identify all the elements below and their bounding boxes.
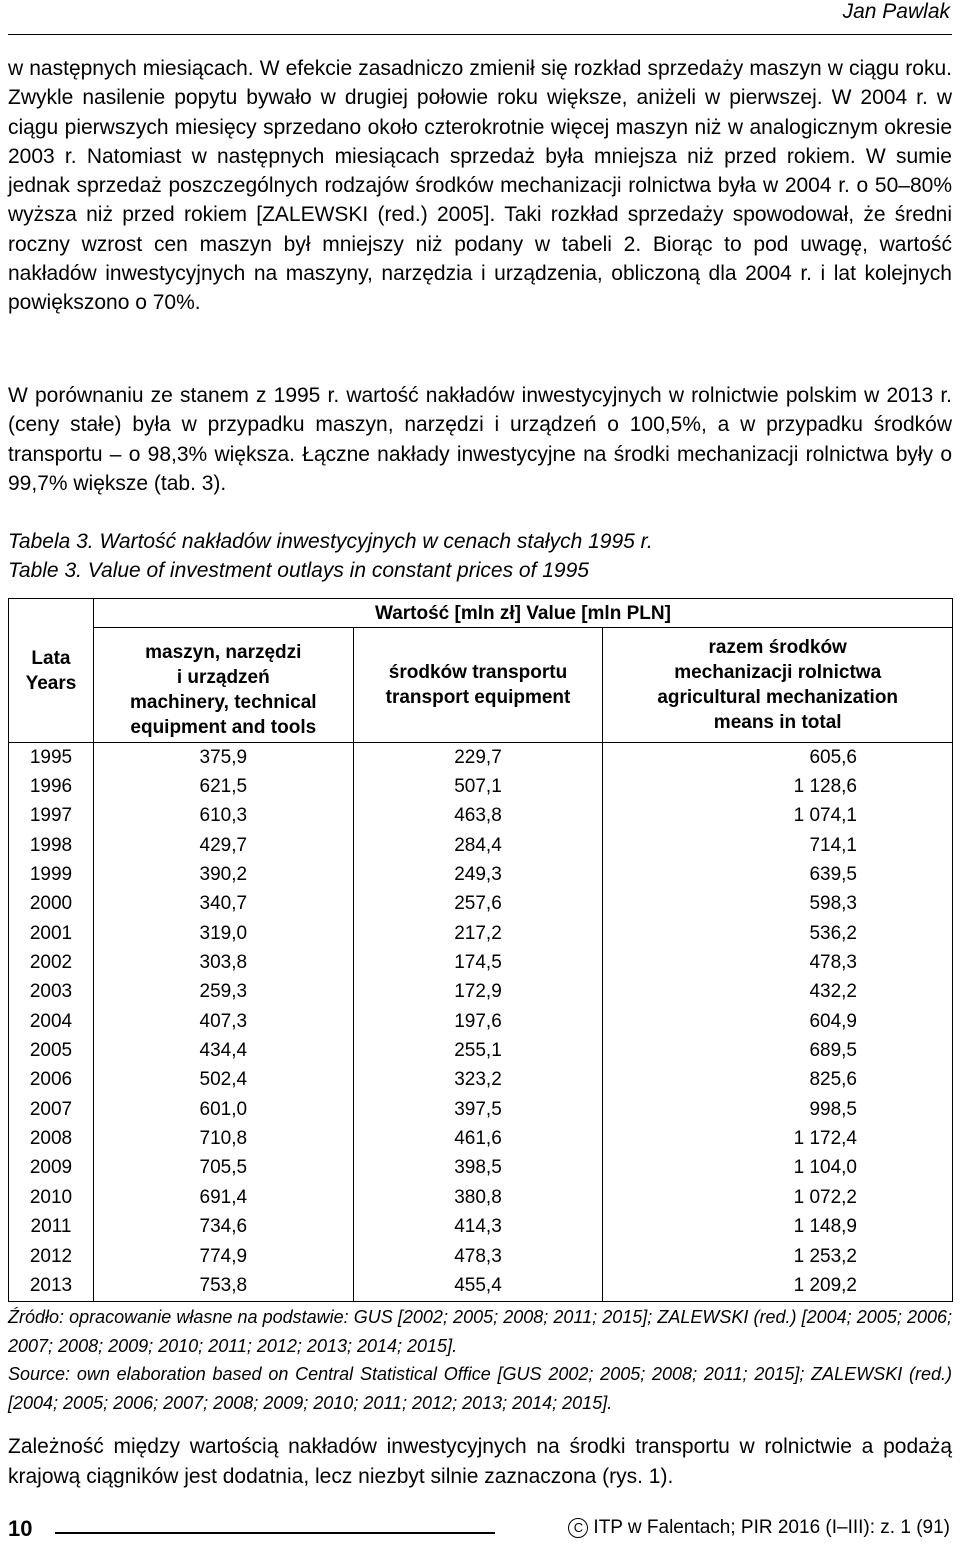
cell-total: 1 172,4 <box>603 1124 953 1153</box>
investment-table <box>8 598 953 1302</box>
header-total: razem środków mechanizacji rolnictwa agricultural mechanization means in total <box>603 628 953 743</box>
cell-transport: 461,6 <box>353 1124 603 1153</box>
cell-year: 2005 <box>9 1036 94 1065</box>
cell-total: 604,9 <box>603 1007 953 1036</box>
table-row <box>9 1183 953 1212</box>
table-row <box>9 772 953 801</box>
cell-machinery: 610,3 <box>93 802 353 831</box>
cell-machinery: 502,4 <box>93 1066 353 1095</box>
cell-total: 1 128,6 <box>603 772 953 801</box>
cell-machinery: 710,8 <box>93 1124 353 1153</box>
cell-machinery: 319,0 <box>93 919 353 948</box>
table-row <box>9 948 953 977</box>
cell-year: 2011 <box>9 1213 94 1242</box>
table-row <box>9 802 953 831</box>
paragraph-3: Zależność między wartością nakładów inwestycyjnych na środki transportu w rolnictwie a podażą krajową ciągników jest dodatnia, lecz niezbyt silnie zaznaczona (rys. 1). <box>8 1435 952 1488</box>
header-rule <box>8 34 952 35</box>
cell-year: 2013 <box>9 1271 94 1301</box>
cell-transport: 174,5 <box>353 948 603 977</box>
running-header-author: Jan Pawlak <box>842 0 950 23</box>
table-row <box>9 1095 953 1124</box>
cell-year: 2009 <box>9 1154 94 1183</box>
cell-transport: 397,5 <box>353 1095 603 1124</box>
cell-year: 1999 <box>9 860 94 889</box>
cell-transport: 507,1 <box>353 772 603 801</box>
cell-transport: 172,9 <box>353 978 603 1007</box>
table-row <box>9 1271 953 1301</box>
cell-transport: 217,2 <box>353 919 603 948</box>
cell-machinery: 434,4 <box>93 1036 353 1065</box>
cell-total: 598,3 <box>603 890 953 919</box>
copyright-icon: C <box>568 1518 588 1538</box>
cell-machinery: 303,8 <box>93 948 353 977</box>
cell-machinery: 734,6 <box>93 1213 353 1242</box>
cell-transport: 284,4 <box>353 831 603 860</box>
cell-total: 1 104,0 <box>603 1154 953 1183</box>
cell-transport: 255,1 <box>353 1036 603 1065</box>
header-transport: środków transportu transport equipment <box>353 628 603 743</box>
cell-machinery: 705,5 <box>93 1154 353 1183</box>
journal-citation: ITP w Falentach; PIR 2016 (I–III): z. 1 (91) <box>593 1517 950 1538</box>
header-machinery: maszyn, narzędzi i urządzeń machinery, technical equipment and tools <box>93 628 353 743</box>
cell-year: 2010 <box>9 1183 94 1212</box>
table-row <box>9 1242 953 1271</box>
cell-year: 2001 <box>9 919 94 948</box>
cell-transport: 478,3 <box>353 1242 603 1271</box>
cell-machinery: 691,4 <box>93 1183 353 1212</box>
cell-transport: 380,8 <box>353 1183 603 1212</box>
cell-total: 1 148,9 <box>603 1213 953 1242</box>
cell-machinery: 259,3 <box>93 978 353 1007</box>
cell-total: 478,3 <box>603 948 953 977</box>
cell-machinery: 340,7 <box>93 890 353 919</box>
cell-total: 1 253,2 <box>603 1242 953 1271</box>
cell-year: 2008 <box>9 1124 94 1153</box>
cell-total: 536,2 <box>603 919 953 948</box>
table-caption-pl: Tabela 3. Wartość nakładów inwestycyjnych w cenach stałych 1995 r. <box>8 530 653 553</box>
table-row <box>9 1066 953 1095</box>
cell-transport: 229,7 <box>353 743 603 773</box>
table-row <box>9 978 953 1007</box>
cell-transport: 323,2 <box>353 1066 603 1095</box>
table-caption-en: Table 3. Value of investment outlays in constant prices of 1995 <box>8 559 589 582</box>
header-group-value: Wartość [mln zł] Value [mln PLN] <box>93 599 952 628</box>
cell-total: 1 072,2 <box>603 1183 953 1212</box>
cell-transport: 455,4 <box>353 1271 603 1301</box>
table-row <box>9 743 953 773</box>
cell-transport: 249,3 <box>353 860 603 889</box>
cell-year: 2000 <box>9 890 94 919</box>
page-number: 10 <box>8 1516 33 1541</box>
cell-transport: 463,8 <box>353 802 603 831</box>
cell-total: 714,1 <box>603 831 953 860</box>
source-note-pl: Źródło: opracowanie własne na podstawie: GUS [2002; 2005; 2008; 2011; 2015]; ZALEWSKI (red.) [2004; 2005; 2006; 2007; 2008; 2009; 2010; 2011; 2012; 2013; 2014; 2015]. <box>8 1307 952 1356</box>
cell-year: 1996 <box>9 772 94 801</box>
table-row <box>9 919 953 948</box>
cell-total: 1 209,2 <box>603 1271 953 1301</box>
cell-year: 2003 <box>9 978 94 1007</box>
table-row <box>9 860 953 889</box>
footer-journal <box>568 1517 950 1539</box>
cell-machinery: 375,9 <box>93 743 353 773</box>
table-row <box>9 1124 953 1153</box>
cell-transport: 398,5 <box>353 1154 603 1183</box>
source-note-en: Source: own elaboration based on Central Statistical Office [GUS 2002; 2005; 2008; 2011; 2015]; ZALEWSKI (red.) [2004; 2005; 2006; 2007; 2008; 2009; 2010; 2011; 2012; 2013; 2014; 2015]. <box>8 1364 952 1413</box>
cell-year: 1998 <box>9 831 94 860</box>
cell-machinery: 390,2 <box>93 860 353 889</box>
paragraph-2: W porównaniu ze stanem z 1995 r. wartość nakładów inwestycyjnych w rolnictwie polskim w 2013 r. (ceny stałe) była w przypadku maszyn, narzędzi i urządzeń o 100,5%, a w przypadku środków transportu – o 98,3% większa. Łączne nakłady inwestycyjne na środki mechanizacji rolnictwa były o 99,7% większe (tab. 3). <box>8 384 952 495</box>
cell-year: 2002 <box>9 948 94 977</box>
table-row <box>9 1213 953 1242</box>
cell-machinery: 753,8 <box>93 1271 353 1301</box>
cell-total: 1 074,1 <box>603 802 953 831</box>
cell-total: 998,5 <box>603 1095 953 1124</box>
footer-rule <box>55 1532 495 1534</box>
cell-transport: 414,3 <box>353 1213 603 1242</box>
cell-machinery: 407,3 <box>93 1007 353 1036</box>
table-row <box>9 831 953 860</box>
cell-total: 825,6 <box>603 1066 953 1095</box>
paragraph-1: w następnych miesiącach. W efekcie zasadniczo zmienił się rozkład sprzedaży maszyn w ciągu roku. Zwykle nasilenie popytu bywało w drugiej połowie roku większe, aniżeli w pierwszej. W 2004 r. w ciągu pierwszych miesięcy sprzedano około czterokrotnie więcej maszyn niż w analogicznym okresie 2003 r. Natomiast w następnych miesiącach sprzedaż była mniejsza niż przed rokiem. W sumie jednak sprzedaż poszczególnych rodzajów środków mechanizacji rolnictwa była w 2004 r. o 50–80% wyższa niż przed rokiem [ZALEWSKI (red.) 2005]. Taki rozkład sprzedaży spowodował, że średni roczny wzrost cen maszyn był mniejszy niż podany w tabeli 2. Biorąc to pod uwagę, wartość nakładów inwestycyjnych na maszyny, narzędzia i urządzenia, obliczoną dla 2004 r. i lat kolejnych powiększono o 70%. <box>8 57 952 315</box>
cell-year: 1995 <box>9 743 94 773</box>
cell-machinery: 429,7 <box>93 831 353 860</box>
cell-year: 2007 <box>9 1095 94 1124</box>
cell-total: 432,2 <box>603 978 953 1007</box>
cell-year: 2006 <box>9 1066 94 1095</box>
cell-total: 639,5 <box>603 860 953 889</box>
cell-transport: 197,6 <box>353 1007 603 1036</box>
table-row <box>9 890 953 919</box>
cell-total: 605,6 <box>603 743 953 773</box>
cell-year: 2004 <box>9 1007 94 1036</box>
cell-machinery: 601,0 <box>93 1095 353 1124</box>
header-year: Lata Years <box>9 599 94 743</box>
table-row <box>9 1007 953 1036</box>
table-row <box>9 1154 953 1183</box>
table-row <box>9 1036 953 1065</box>
cell-year: 1997 <box>9 802 94 831</box>
cell-machinery: 774,9 <box>93 1242 353 1271</box>
cell-total: 689,5 <box>603 1036 953 1065</box>
cell-year: 2012 <box>9 1242 94 1271</box>
cell-transport: 257,6 <box>353 890 603 919</box>
cell-machinery: 621,5 <box>93 772 353 801</box>
